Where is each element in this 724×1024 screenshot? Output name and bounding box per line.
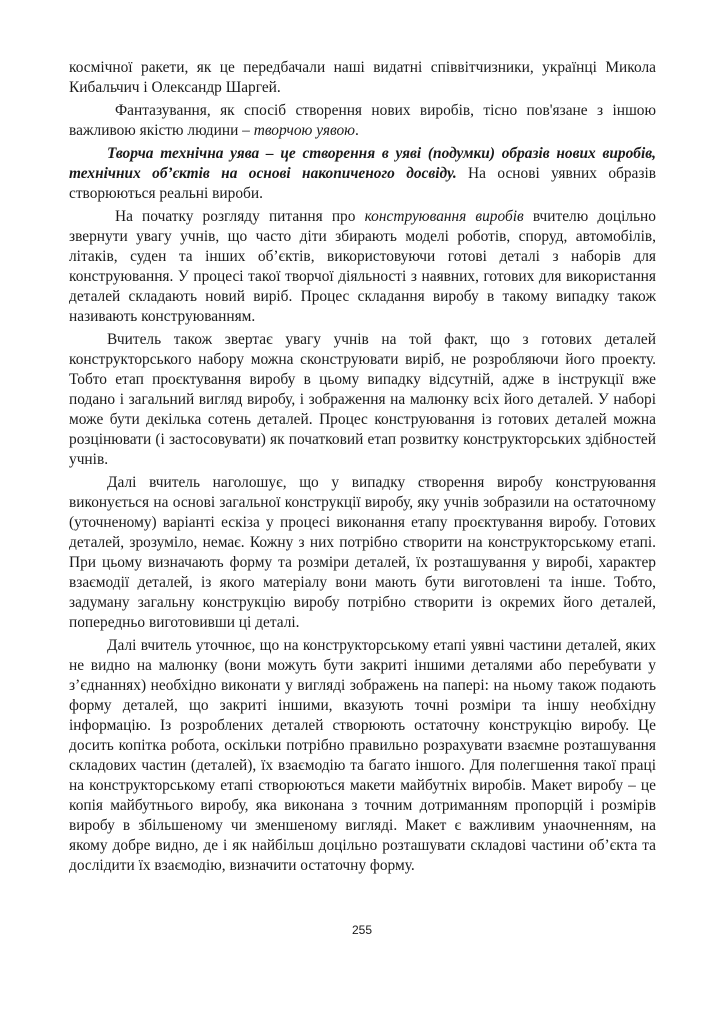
paragraph bbox=[69, 207, 656, 327]
italic-term: творчою уявою bbox=[253, 122, 356, 139]
paragraph bbox=[69, 101, 656, 141]
paragraph-text: На початку розгляду питання про bbox=[115, 208, 365, 225]
body-text bbox=[69, 58, 656, 876]
paragraph-text: космічної ракети, як це передбачали наші видатні співвітчизники, українці Микола Кибальчич і Олександр Шаргей. bbox=[69, 59, 656, 96]
italic-term: конструювання виробів bbox=[364, 208, 524, 225]
paragraph bbox=[69, 144, 656, 204]
paragraph bbox=[69, 473, 656, 633]
paragraph-text: . bbox=[355, 122, 359, 139]
paragraph bbox=[69, 636, 656, 876]
paragraph-text: Далі вчитель наголошує, що у випадку створення виробу конструювання виконується на основі загальної конструкції виробу, яку учнів зобразили на остаточному (уточненому) варіанті ескіза у процесі виконання етапу проєктування виробу. Готових деталей, зрозуміло, немає. Кожну з них потрібно створити на конструкторському етапі. При цьому визначають форму та розміри деталей, їх розташування у виробі, характер взаємодії деталей, із якого матеріалу вони мають бути виготовлені та інше. Тобто, задуману загальну конструкцію виробу потрібно створити із окремих його деталей, попередньо виготовивши ці деталі. bbox=[69, 474, 656, 631]
page-number: 255 bbox=[351, 923, 373, 937]
paragraph-text: вчителю доцільно звернути увагу учнів, що часто діти збирають моделі роботів, споруд, автомобілів, літаків, суден та інших об’єктів, використовуючи готові деталі з наборів для конструювання. У процесі такої творчої діяльності з наявних, готових для використання деталей складають новий виріб. Процес складання виробу в такому випадку також називають конструюванням. bbox=[69, 208, 656, 325]
definition-text: Творча технічна уява – це створення в уяві (подумки) образів нових виробів, технічних об’єктів на основі накопиченого досвіду. bbox=[69, 145, 656, 182]
paragraph-text: На основі уявних образів створюються реальні вироби. bbox=[69, 165, 656, 202]
paragraph-text: Фантазування, як спосіб створення нових виробів, тісно пов'язане з іншою важливою якістю людини – bbox=[69, 102, 656, 139]
paragraph-text: Далі вчитель уточнює, що на конструкторському етапі уявні частини деталей, яких не видно на малюнку (вони можуть бути закриті іншими деталями або перебувати у з’єднаннях) необхідно виконати у вигляді зображень на папері: на ньому також подають форму деталей, що закриті іншими, вказують точні розміри та іншу необхідну інформацію. Із розроблених деталей створюють остаточну конструкцію виробу. Це досить копітка робота, оскільки потрібно правильно розрахувати взаємне розташування складових частин (деталей), їх взаємодію та багато іншого. Для полегшення такої праці на конструкторському етапі створюються макети майбутніх виробів. Макет виробу – це копія майбутнього виробу, яка виконана з точним дотриманням пропорцій і розмірів виробу в збільшеному чи зменшеному вигляді. Макет є важливим унаочненням, на якому добре видно, де і як найбільш доцільно розташувати складові частини об’єкта та дослідити їх взаємодію, визначити остаточну форму. bbox=[69, 637, 656, 874]
paragraph bbox=[69, 330, 656, 470]
paragraph-text: Вчитель також звертає увагу учнів на той факт, що з готових деталей конструкторського набору можна сконструювати виріб, не розробляючи його проекту. Тобто етап проєктування виробу в цьому випадку відсутній, адже в інструкції вже подано і загальний вигляд виробу, і зображення на малюнку всіх його деталей. У наборі може бути декілька сотень деталей. Процес конструювання із готових деталей можна розцінювати (і застосовувати) як початковий етап розвитку конструкторських здібностей учнів. bbox=[69, 331, 656, 468]
paragraph bbox=[69, 58, 656, 98]
